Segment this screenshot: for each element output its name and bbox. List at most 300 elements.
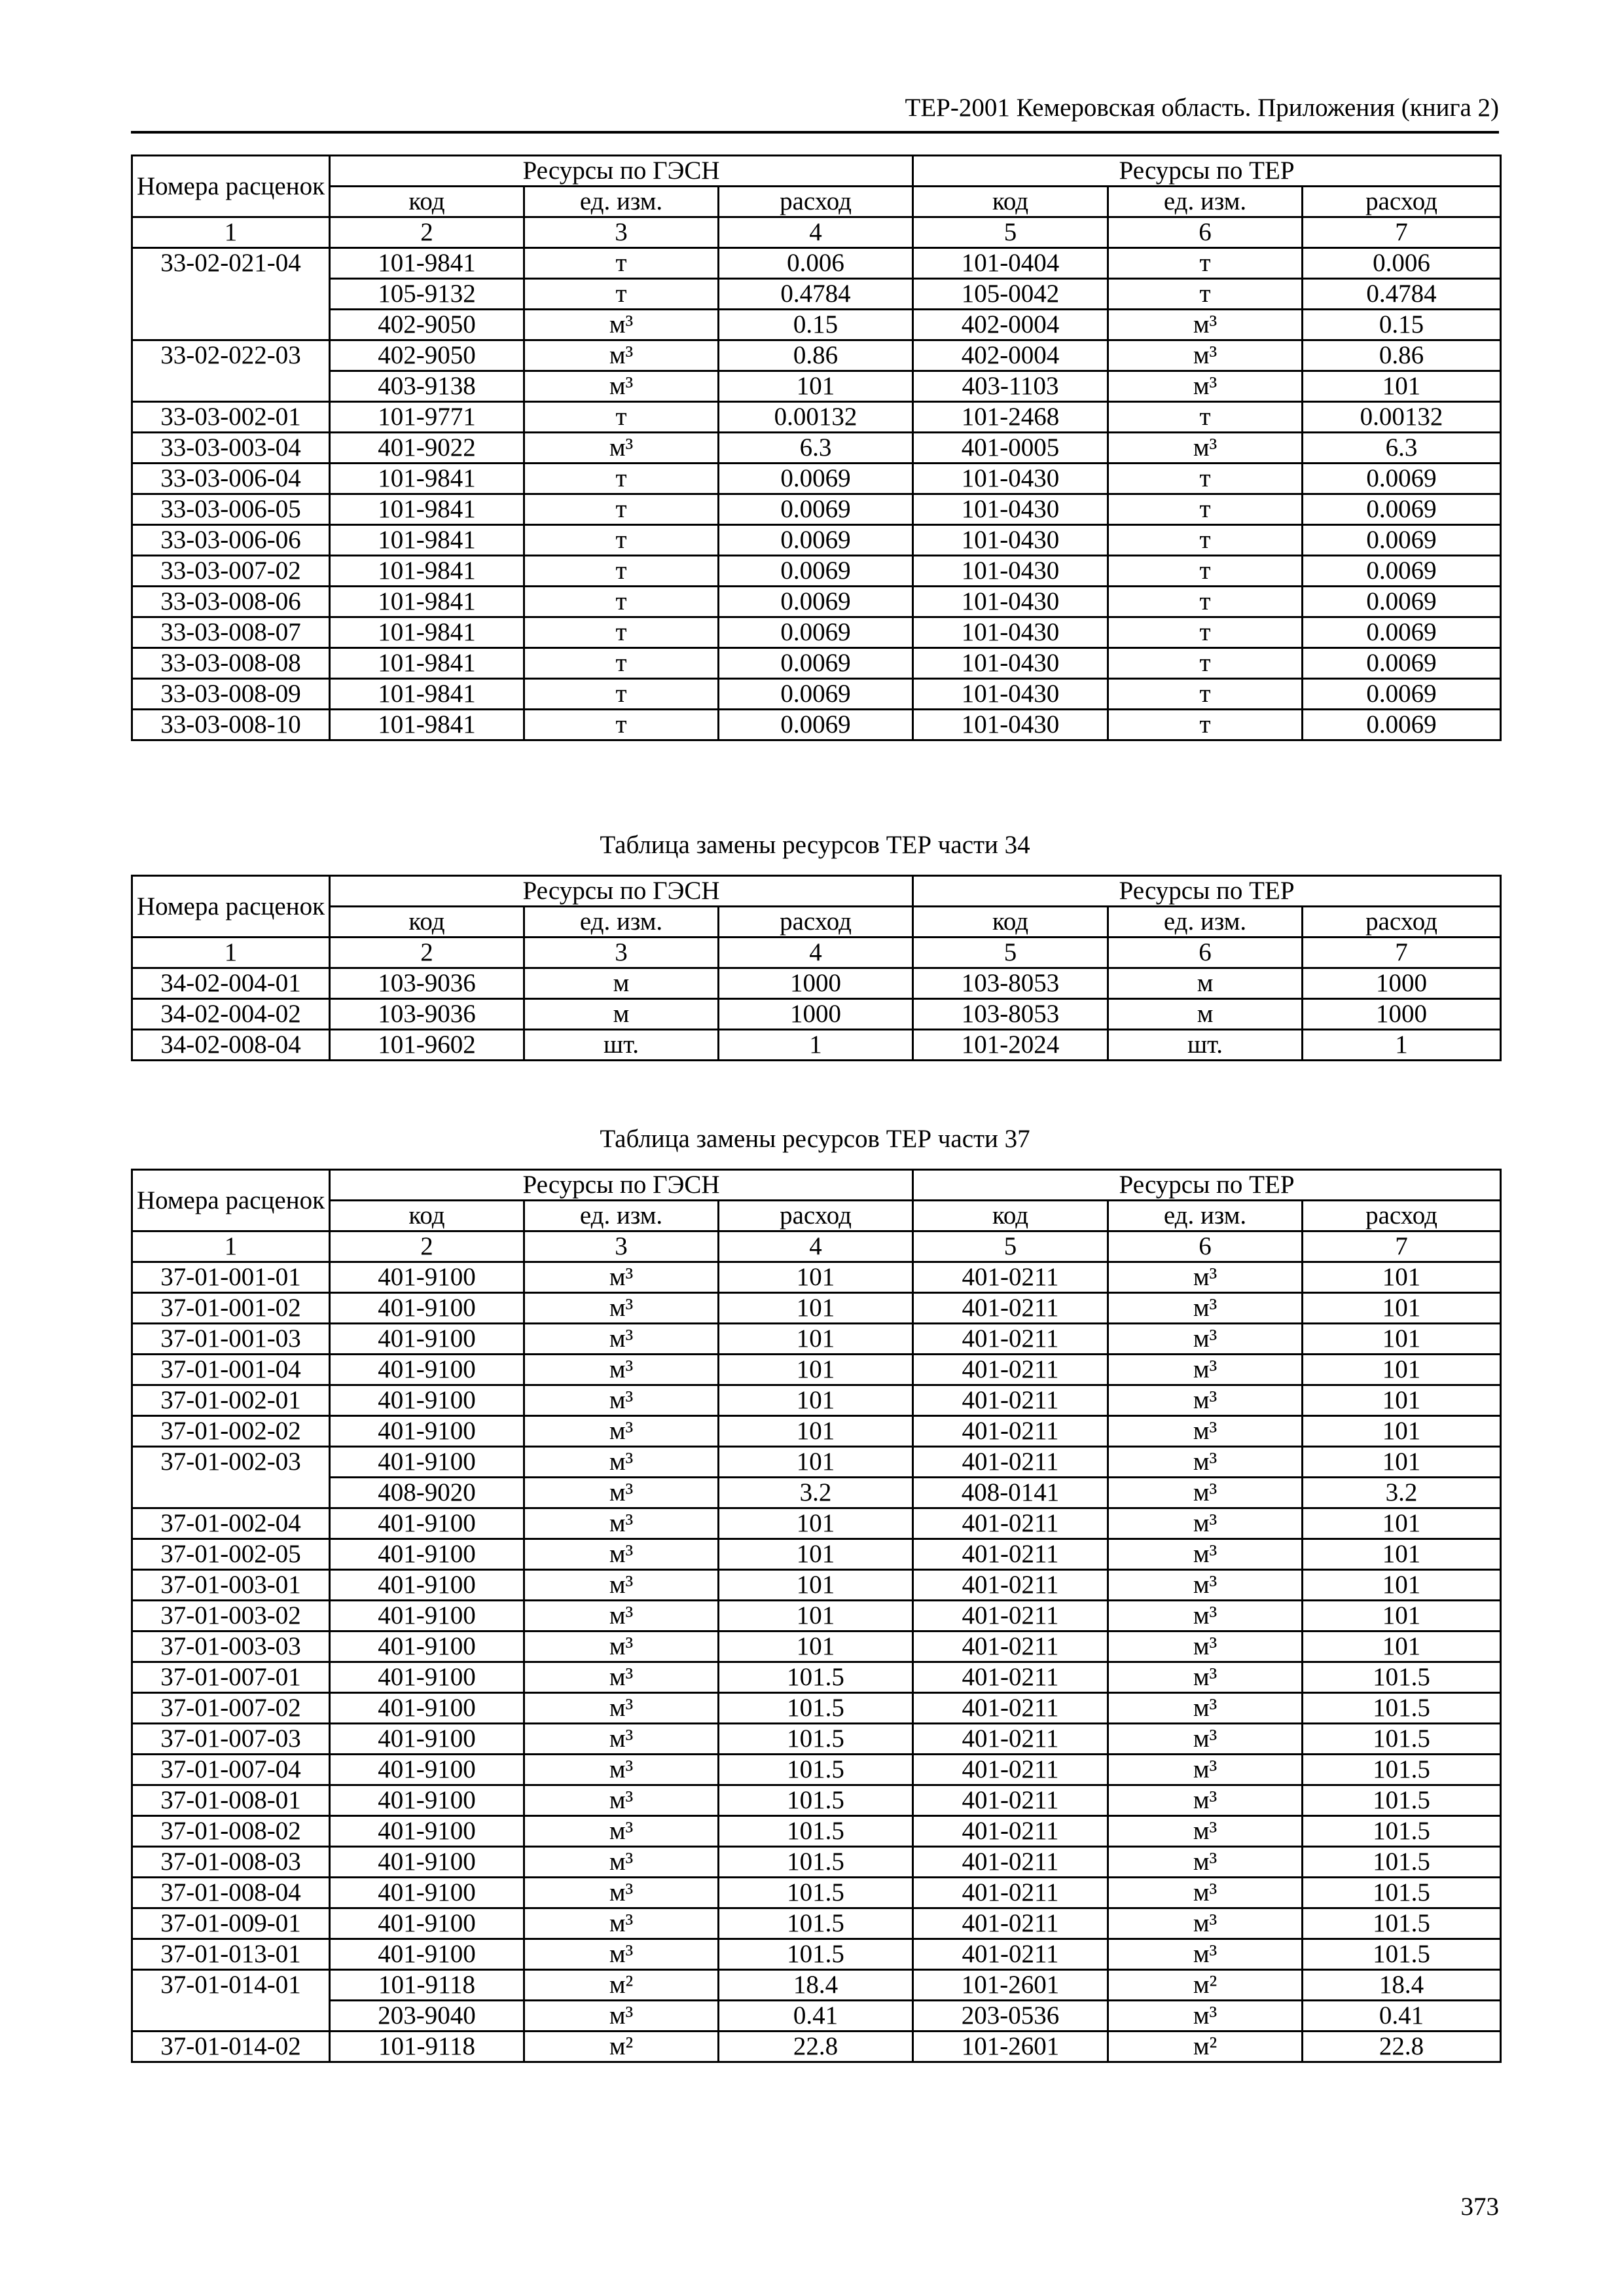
table-cell: 101.5 <box>1303 1908 1501 1939</box>
table-cell: 103-8053 <box>913 968 1108 999</box>
cell-rate-number: 37-01-003-03 <box>132 1631 330 1662</box>
table-cell: 101 <box>719 371 913 402</box>
header-usage: расход <box>1303 907 1501 938</box>
table-cell: 101-0430 <box>913 648 1108 679</box>
cell-rate-number: 34-02-008-04 <box>132 1030 330 1061</box>
header-row <box>132 876 1501 907</box>
table-cell: 401-0211 <box>913 1847 1108 1878</box>
table-cell: м³ <box>1108 1324 1303 1355</box>
column-number: 1 <box>132 938 330 968</box>
table-cell: 401-9100 <box>330 1355 524 1385</box>
table-cell: м³ <box>524 1478 719 1508</box>
table-cell: м³ <box>1108 1755 1303 1785</box>
table-cell: м <box>1108 999 1303 1030</box>
table-cell: т <box>1108 648 1303 679</box>
cell-rate-number: 37-01-003-01 <box>132 1570 330 1601</box>
table-cell: 0.0069 <box>1303 679 1501 710</box>
table-cell: т <box>1108 710 1303 740</box>
header-code: код <box>913 187 1108 217</box>
table-cell: 0.006 <box>1303 248 1501 279</box>
table-cell: т <box>1108 679 1303 710</box>
table-cell: м³ <box>524 1293 719 1324</box>
table-cell: 401-0005 <box>913 433 1108 464</box>
table-row <box>132 1385 1501 1416</box>
table-cell: 18.4 <box>719 1970 913 2001</box>
table-cell: 101 <box>719 1447 913 1478</box>
table-cell: м³ <box>524 1662 719 1693</box>
header-rate-numbers: Номера расценок <box>132 156 330 217</box>
table-cell: 0.86 <box>719 340 913 371</box>
table-cell: 401-0211 <box>913 1908 1108 1939</box>
cell-rate-number: 37-01-002-05 <box>132 1539 330 1570</box>
table-row <box>132 1570 1501 1601</box>
table-cell: 401-9100 <box>330 1324 524 1355</box>
table-cell: 101-9841 <box>330 494 524 525</box>
table-cell: м³ <box>524 1847 719 1878</box>
table-cell: м³ <box>1108 340 1303 371</box>
table-cell: м³ <box>524 340 719 371</box>
table-cell: т <box>524 494 719 525</box>
table-cell: 0.0069 <box>719 679 913 710</box>
table-cell: 401-0211 <box>913 1447 1108 1478</box>
table-cell: 401-0211 <box>913 1939 1108 1970</box>
table-cell: 0.006 <box>719 248 913 279</box>
table-cell: 101.5 <box>719 1816 913 1847</box>
table-row <box>132 1908 1501 1939</box>
table-cell: т <box>1108 587 1303 617</box>
table-cell: 3.2 <box>719 1478 913 1508</box>
table-cell: 101 <box>719 1570 913 1601</box>
header-usage: расход <box>719 187 913 217</box>
cell-rate-number: 37-01-008-04 <box>132 1878 330 1908</box>
table-cell: м³ <box>1108 1508 1303 1539</box>
header-title: ТЕР-2001 Кемеровская область. Приложения (книга 2) <box>905 94 1499 122</box>
column-number: 3 <box>524 1231 719 1262</box>
table-cell: 6.3 <box>719 433 913 464</box>
table-cell: 401-0211 <box>913 1662 1108 1693</box>
cell-rate-number: 37-01-003-02 <box>132 1601 330 1631</box>
table-cell: 101.5 <box>719 1693 913 1724</box>
column-number: 5 <box>913 1231 1108 1262</box>
table-cell: м³ <box>524 1601 719 1631</box>
table-cell: 401-9100 <box>330 1693 524 1724</box>
header-usage: расход <box>719 907 913 938</box>
cell-rate-number: 37-01-009-01 <box>132 1908 330 1939</box>
header-row <box>132 1170 1501 1201</box>
table-row <box>132 1508 1501 1539</box>
cell-rate-number: 37-01-007-04 <box>132 1755 330 1785</box>
table-cell: 101.5 <box>1303 1847 1501 1878</box>
column-number: 2 <box>330 1231 524 1262</box>
table-cell: т <box>524 556 719 587</box>
table-cell: м³ <box>524 433 719 464</box>
table-cell: 101 <box>719 1601 913 1631</box>
table-cell: 101-9118 <box>330 2032 524 2062</box>
table-cell: 401-9100 <box>330 1385 524 1416</box>
table-cell: 1 <box>1303 1030 1501 1061</box>
table-row <box>132 1601 1501 1631</box>
table-cell: т <box>524 248 719 279</box>
table-cell: 18.4 <box>1303 1970 1501 2001</box>
table-cell: м³ <box>524 1570 719 1601</box>
cell-rate-number: 33-03-008-10 <box>132 710 330 740</box>
header-usage: расход <box>719 1201 913 1231</box>
table-cell: 0.0069 <box>1303 710 1501 740</box>
cell-rate-number: 37-01-007-03 <box>132 1724 330 1755</box>
header-ter-resources: Ресурсы по ТЕР <box>913 876 1501 907</box>
table-cell: 401-9100 <box>330 1939 524 1970</box>
table-cell: 0.0069 <box>719 648 913 679</box>
resource-table-33 <box>131 155 1502 741</box>
table-row <box>132 617 1501 648</box>
table-cell: 401-9100 <box>330 1785 524 1816</box>
table-cell: м³ <box>524 1785 719 1816</box>
table-cell: 101-0430 <box>913 617 1108 648</box>
table-cell: 0.4784 <box>1303 279 1501 310</box>
table-cell: 0.86 <box>1303 340 1501 371</box>
table-cell: 22.8 <box>1303 2032 1501 2062</box>
table-cell: 105-9132 <box>330 279 524 310</box>
table-cell: т <box>524 279 719 310</box>
cell-rate-number: 37-01-001-02 <box>132 1293 330 1324</box>
table-cell: 103-9036 <box>330 968 524 999</box>
table-row <box>132 1324 1501 1355</box>
table-row <box>132 1878 1501 1908</box>
table-row <box>132 433 1501 464</box>
table-cell: т <box>1108 556 1303 587</box>
table-row <box>132 1693 1501 1724</box>
header-rate-numbers: Номера расценок <box>132 876 330 938</box>
table-cell: 101-9841 <box>330 464 524 494</box>
table-cell: 1000 <box>1303 999 1501 1030</box>
table-cell: м³ <box>1108 1416 1303 1447</box>
column-number: 6 <box>1108 938 1303 968</box>
table-cell: 401-0211 <box>913 1631 1108 1662</box>
table-cell: т <box>1108 402 1303 433</box>
table-cell: 401-9100 <box>330 1601 524 1631</box>
cell-rate-number: 37-01-007-02 <box>132 1693 330 1724</box>
table-cell: 101-9841 <box>330 525 524 556</box>
table-cell: м³ <box>1108 1724 1303 1755</box>
table-cell: 401-0211 <box>913 1755 1108 1785</box>
table-cell: м³ <box>524 1939 719 1970</box>
table-cell: м <box>524 999 719 1030</box>
column-number: 5 <box>913 217 1108 248</box>
table-cell: м³ <box>524 1631 719 1662</box>
column-number: 3 <box>524 938 719 968</box>
table-cell: м² <box>524 2032 719 2062</box>
table-cell: м³ <box>524 1447 719 1478</box>
table-cell: 0.0069 <box>1303 494 1501 525</box>
cell-rate-number: 33-03-002-01 <box>132 402 330 433</box>
column-number: 5 <box>913 938 1108 968</box>
table-cell: м³ <box>1108 1693 1303 1724</box>
table-cell: м³ <box>1108 1847 1303 1878</box>
table-cell: 101.5 <box>1303 1785 1501 1816</box>
table-cell: м³ <box>1108 1908 1303 1939</box>
table-cell: 401-0211 <box>913 1262 1108 1293</box>
table-cell: 0.00132 <box>1303 402 1501 433</box>
table-cell: 0.15 <box>719 310 913 340</box>
table-cell: т <box>1108 617 1303 648</box>
table-cell: 101 <box>1303 1385 1501 1416</box>
column-number: 4 <box>719 217 913 248</box>
table-cell: 101.5 <box>719 1755 913 1785</box>
cell-rate-number: 37-01-002-03 <box>132 1447 330 1508</box>
table-cell: 101-9841 <box>330 617 524 648</box>
table-cell: 401-9100 <box>330 1570 524 1601</box>
table-cell: 101.5 <box>719 1939 913 1970</box>
table-cell: 408-0141 <box>913 1478 1108 1508</box>
table-cell: 101.5 <box>719 1908 913 1939</box>
table-cell: т <box>524 617 719 648</box>
table-cell: м <box>524 968 719 999</box>
table-cell: 402-0004 <box>913 310 1108 340</box>
table-cell: 402-9050 <box>330 310 524 340</box>
table-row <box>132 679 1501 710</box>
table-cell: м³ <box>1108 1816 1303 1847</box>
table-cell: 401-9100 <box>330 1447 524 1478</box>
page-number: 373 <box>1460 2193 1499 2221</box>
table-cell: 101 <box>1303 1631 1501 1662</box>
table-cell: т <box>1108 279 1303 310</box>
table-cell: 101-0430 <box>913 556 1108 587</box>
table-cell: 103-9036 <box>330 999 524 1030</box>
table-cell: 101 <box>1303 1539 1501 1570</box>
table-cell: 101-9841 <box>330 679 524 710</box>
table-cell: 401-9100 <box>330 1416 524 1447</box>
table-cell: 401-0211 <box>913 1878 1108 1908</box>
table-cell: 1000 <box>1303 968 1501 999</box>
table-cell: 6.3 <box>1303 433 1501 464</box>
header-code: код <box>913 1201 1108 1231</box>
table-cell: 1000 <box>719 999 913 1030</box>
header-unit: ед. изм. <box>1108 1201 1303 1231</box>
table-row <box>132 1847 1501 1878</box>
cell-rate-number: 37-01-002-01 <box>132 1385 330 1416</box>
table-cell: м³ <box>1108 1570 1303 1601</box>
table-row <box>132 464 1501 494</box>
table-row <box>132 1539 1501 1570</box>
table-cell: 101 <box>719 1324 913 1355</box>
table-cell: м <box>1108 968 1303 999</box>
table-cell: 103-8053 <box>913 999 1108 1030</box>
table-cell: м³ <box>1108 1631 1303 1662</box>
table-cell: 101 <box>1303 1508 1501 1539</box>
table-cell: 0.0069 <box>719 464 913 494</box>
table-row <box>132 402 1501 433</box>
table-cell: 101 <box>1303 371 1501 402</box>
column-number: 7 <box>1303 1231 1501 1262</box>
table-row <box>132 648 1501 679</box>
table-cell: 401-9100 <box>330 1662 524 1693</box>
table-caption-34: Таблица замены ресурсов ТЕР части 34 <box>600 831 1030 859</box>
table-cell: 401-0211 <box>913 1785 1108 1816</box>
table-cell: т <box>524 648 719 679</box>
table-cell: 0.0069 <box>719 617 913 648</box>
cell-rate-number: 37-01-014-01 <box>132 1970 330 2032</box>
table-cell: м³ <box>1108 1385 1303 1416</box>
cell-rate-number: 34-02-004-02 <box>132 999 330 1030</box>
cell-rate-number: 33-02-021-04 <box>132 248 330 340</box>
table-cell: 401-0211 <box>913 1293 1108 1324</box>
table-cell: т <box>524 710 719 740</box>
table-cell: 101-9602 <box>330 1030 524 1061</box>
table-cell: 101-0404 <box>913 248 1108 279</box>
table-cell: 101-9841 <box>330 248 524 279</box>
table-cell: 101 <box>719 1631 913 1662</box>
header-gesn-resources: Ресурсы по ГЭСН <box>330 156 913 187</box>
table-cell: т <box>1108 494 1303 525</box>
table-cell: м³ <box>524 1324 719 1355</box>
header-unit: ед. изм. <box>524 907 719 938</box>
table-cell: м³ <box>1108 1478 1303 1508</box>
table-cell: 403-1103 <box>913 371 1108 402</box>
table-cell: м³ <box>1108 1447 1303 1478</box>
table-row <box>132 1755 1501 1785</box>
table-row <box>132 525 1501 556</box>
cell-rate-number: 33-03-006-05 <box>132 494 330 525</box>
table-cell: 402-0004 <box>913 340 1108 371</box>
table-cell: 101-9118 <box>330 1970 524 2001</box>
table-cell: 101.5 <box>1303 1878 1501 1908</box>
table-cell: 0.0069 <box>1303 525 1501 556</box>
table-cell: 101 <box>1303 1355 1501 1385</box>
table-row <box>132 968 1501 999</box>
header-usage: расход <box>1303 1201 1501 1231</box>
table-cell: м³ <box>1108 1601 1303 1631</box>
table-cell: м³ <box>1108 371 1303 402</box>
header-usage: расход <box>1303 187 1501 217</box>
header-ter-resources: Ресурсы по ТЕР <box>913 156 1501 187</box>
table-cell: 203-0536 <box>913 2001 1108 2032</box>
table-cell: м³ <box>524 1508 719 1539</box>
table-cell: 101 <box>719 1539 913 1570</box>
table-row <box>132 279 1501 310</box>
table-cell: 101 <box>719 1508 913 1539</box>
table-cell: 101-9841 <box>330 710 524 740</box>
table-cell: м³ <box>1108 1785 1303 1816</box>
table-cell: 101-0430 <box>913 679 1108 710</box>
table-cell: м³ <box>524 1355 719 1385</box>
table-cell: 101-0430 <box>913 464 1108 494</box>
cell-rate-number: 37-01-014-02 <box>132 2032 330 2062</box>
table-row <box>132 1262 1501 1293</box>
table-cell: 101.5 <box>1303 1755 1501 1785</box>
table-cell: 101-9841 <box>330 556 524 587</box>
table-cell: м³ <box>524 1693 719 1724</box>
resource-table-34 <box>131 875 1502 1061</box>
table-cell: 101-2601 <box>913 2032 1108 2062</box>
header-ter-resources: Ресурсы по ТЕР <box>913 1170 1501 1201</box>
cell-rate-number: 37-01-002-02 <box>132 1416 330 1447</box>
column-number: 4 <box>719 1231 913 1262</box>
table-cell: 101 <box>1303 1570 1501 1601</box>
table-cell: 203-9040 <box>330 2001 524 2032</box>
table-cell: 101.5 <box>719 1847 913 1878</box>
table-cell: 101-9841 <box>330 648 524 679</box>
table-cell: м³ <box>524 1816 719 1847</box>
table-cell: 3.2 <box>1303 1478 1501 1508</box>
table-cell: м³ <box>524 310 719 340</box>
table-cell: т <box>524 679 719 710</box>
table-cell: 101.5 <box>1303 1662 1501 1693</box>
table-cell: 401-0211 <box>913 1601 1108 1631</box>
table-cell: 401-9022 <box>330 433 524 464</box>
table-cell: 101-2024 <box>913 1030 1108 1061</box>
table-cell: м³ <box>1108 310 1303 340</box>
table-cell: 408-9020 <box>330 1478 524 1508</box>
header-code: код <box>913 907 1108 938</box>
table-cell: 0.0069 <box>1303 556 1501 587</box>
column-number-row <box>132 938 1501 968</box>
table-cell: м³ <box>524 371 719 402</box>
table-cell: т <box>524 587 719 617</box>
table-cell: 101 <box>719 1385 913 1416</box>
table-row <box>132 310 1501 340</box>
table-cell: 0.0069 <box>1303 464 1501 494</box>
table-caption-37: Таблица замены ресурсов ТЕР части 37 <box>600 1125 1030 1153</box>
column-number-row <box>132 1231 1501 1262</box>
table-cell: 401-0211 <box>913 1355 1108 1385</box>
header-code: код <box>330 907 524 938</box>
table-row <box>132 1631 1501 1662</box>
table-cell: м³ <box>524 1724 719 1755</box>
table-cell: 101-0430 <box>913 587 1108 617</box>
cell-rate-number: 37-01-008-01 <box>132 1785 330 1816</box>
cell-rate-number: 37-01-008-03 <box>132 1847 330 1878</box>
table-cell: 101 <box>1303 1293 1501 1324</box>
table-cell: 401-9100 <box>330 1724 524 1755</box>
table-row <box>132 1816 1501 1847</box>
cell-rate-number: 33-03-008-06 <box>132 587 330 617</box>
table-cell: м³ <box>1108 1293 1303 1324</box>
table-cell: 402-9050 <box>330 340 524 371</box>
table-cell: т <box>1108 525 1303 556</box>
cell-rate-number: 37-01-008-02 <box>132 1816 330 1847</box>
table-cell: 101 <box>1303 1324 1501 1355</box>
table-cell: 101 <box>1303 1447 1501 1478</box>
cell-rate-number: 37-01-001-03 <box>132 1324 330 1355</box>
table-cell: 401-9100 <box>330 1816 524 1847</box>
table-cell: 101 <box>719 1355 913 1385</box>
table-cell: 101 <box>719 1293 913 1324</box>
column-number: 1 <box>132 217 330 248</box>
table-row <box>132 556 1501 587</box>
cell-rate-number: 33-03-003-04 <box>132 433 330 464</box>
table-row <box>132 371 1501 402</box>
table-cell: 101 <box>1303 1601 1501 1631</box>
table-cell: 101-9771 <box>330 402 524 433</box>
table-cell: 401-0211 <box>913 1324 1108 1355</box>
table-cell: м³ <box>524 2001 719 2032</box>
table-row <box>132 1939 1501 1970</box>
table-cell: 403-9138 <box>330 371 524 402</box>
table-cell: 101.5 <box>719 1724 913 1755</box>
table-cell: м³ <box>1108 1878 1303 1908</box>
table-row <box>132 2032 1501 2062</box>
table-cell: 0.41 <box>719 2001 913 2032</box>
cell-rate-number: 37-01-007-01 <box>132 1662 330 1693</box>
table-cell: 1000 <box>719 968 913 999</box>
table-cell: м³ <box>524 1908 719 1939</box>
table-cell: т <box>524 402 719 433</box>
table-cell: 101.5 <box>719 1785 913 1816</box>
table-cell: 401-0211 <box>913 1816 1108 1847</box>
table-cell: 401-9100 <box>330 1262 524 1293</box>
table-cell: 401-0211 <box>913 1693 1108 1724</box>
table-row <box>132 494 1501 525</box>
